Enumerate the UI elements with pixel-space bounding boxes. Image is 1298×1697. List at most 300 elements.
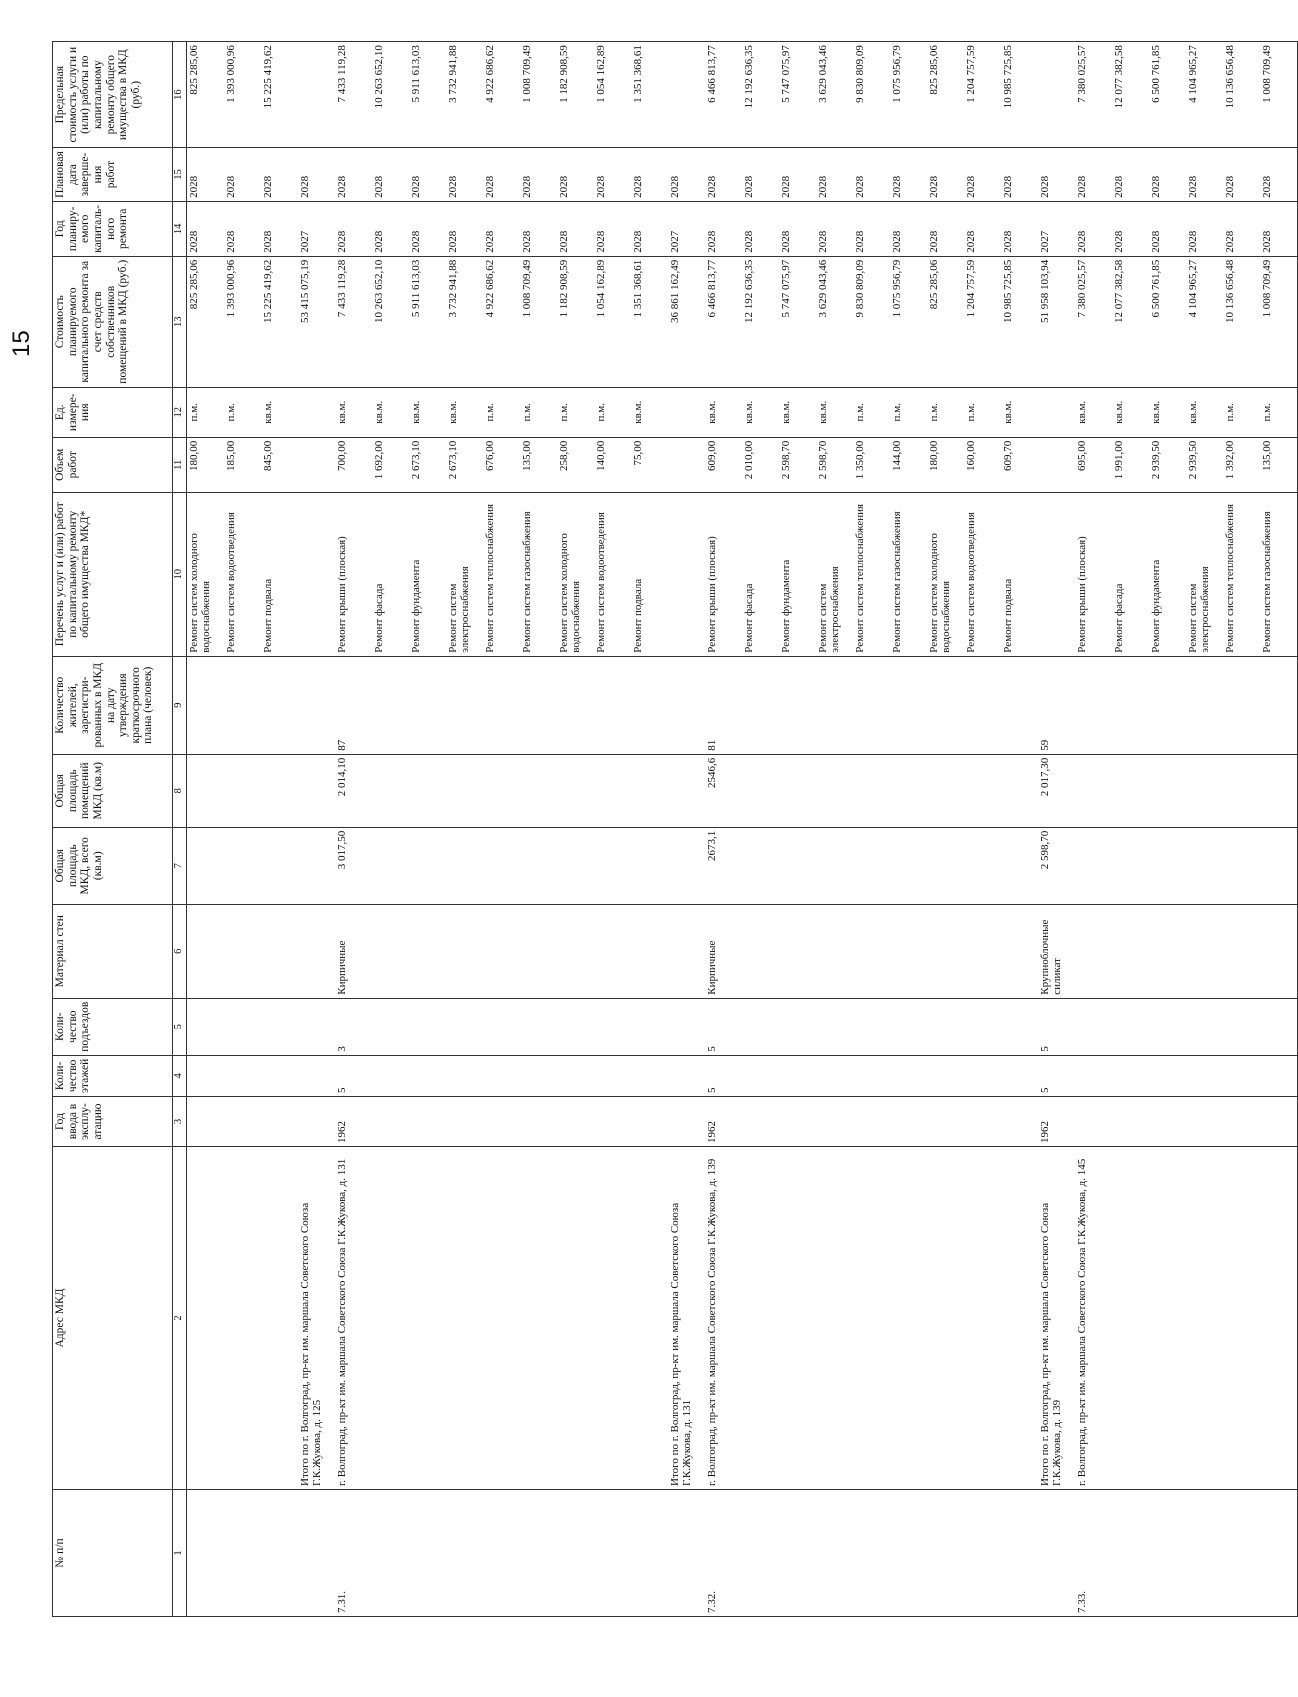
table-cell: Ремонт систем холодного водоснабжения <box>927 492 964 656</box>
table-cell <box>1260 1055 1298 1096</box>
table-cell: 2028 <box>927 148 964 202</box>
table-cell <box>890 1097 927 1147</box>
table-cell <box>1112 1097 1149 1147</box>
table-cell: Ремонт крыши (плоская) <box>1075 492 1112 656</box>
table-cell: 2028 <box>1149 148 1186 202</box>
table-cell: 10 985 725,85 <box>1001 256 1038 387</box>
table-cell <box>1186 754 1223 827</box>
table-cell <box>1149 754 1186 827</box>
table-cell: 1 008 709,49 <box>1260 42 1298 148</box>
table-cell <box>1112 1055 1149 1096</box>
table-cell: п.м. <box>483 387 520 437</box>
table-cell <box>927 1055 964 1096</box>
table-cell: 135,00 <box>520 437 557 492</box>
column-header: Год ввода в эксплу-атацию <box>53 1097 173 1147</box>
table-cell <box>298 998 335 1055</box>
column-header: Материал стен <box>53 904 173 998</box>
table-cell <box>187 1147 225 1490</box>
table-cell <box>1001 1147 1038 1490</box>
table-row <box>631 42 668 1617</box>
table-cell: 2028 <box>446 201 483 256</box>
table-cell: 2028 <box>1075 201 1112 256</box>
table-cell <box>298 754 335 827</box>
table-cell <box>816 904 853 998</box>
table-cell <box>446 904 483 998</box>
table-cell: 2028 <box>890 148 927 202</box>
table-cell <box>187 1490 225 1617</box>
table-cell <box>1260 904 1298 998</box>
table-cell: 2028 <box>705 201 742 256</box>
column-number: 11 <box>173 437 187 492</box>
column-number: 15 <box>173 148 187 202</box>
table-cell <box>1075 827 1112 904</box>
table-cell <box>187 827 225 904</box>
table-cell: 1 204 757,59 <box>964 256 1001 387</box>
table-cell: Ремонт систем электроснабжения <box>446 492 483 656</box>
table-cell <box>1223 827 1260 904</box>
table-cell <box>372 1147 409 1490</box>
table-cell <box>1038 1490 1075 1617</box>
table-cell: кв.м. <box>1149 387 1186 437</box>
table-cell <box>557 1147 594 1490</box>
table-cell <box>1112 1147 1149 1490</box>
table-cell: Ремонт подвала <box>1001 492 1038 656</box>
table-row <box>1186 42 1223 1617</box>
table-cell <box>816 827 853 904</box>
table-cell <box>224 1055 261 1096</box>
table-cell <box>520 1097 557 1147</box>
table-cell: 6 466 813,77 <box>705 256 742 387</box>
table-cell <box>298 1055 335 1096</box>
table-cell <box>668 904 705 998</box>
table-cell <box>1001 754 1038 827</box>
column-number: 10 <box>173 492 187 656</box>
table-cell: 3 732 941,88 <box>446 256 483 387</box>
table-cell: 10 136 656,48 <box>1223 256 1260 387</box>
table-cell <box>779 1055 816 1096</box>
table-cell <box>1223 1055 1260 1096</box>
table-cell <box>1001 904 1038 998</box>
table-cell <box>668 42 705 148</box>
table-cell <box>187 904 225 998</box>
table-cell <box>890 1490 927 1617</box>
table-cell <box>1001 1055 1038 1096</box>
table-cell <box>372 1055 409 1096</box>
table-cell: 2028 <box>927 201 964 256</box>
table-cell <box>631 656 668 754</box>
table-cell: 1 075 956,79 <box>890 256 927 387</box>
table-cell <box>1223 754 1260 827</box>
table-row <box>816 42 853 1617</box>
table-cell: 2028 <box>1186 148 1223 202</box>
table-cell: 825 285,06 <box>187 256 225 387</box>
table-row <box>1112 42 1149 1617</box>
table-cell: 609,70 <box>1001 437 1038 492</box>
table-cell <box>261 1097 298 1147</box>
table-cell: 2028 <box>890 201 927 256</box>
table-cell <box>446 754 483 827</box>
table-cell: 2028 <box>594 201 631 256</box>
table-cell <box>298 42 335 148</box>
table-cell <box>1223 904 1260 998</box>
table-cell <box>890 656 927 754</box>
table-cell <box>1186 1147 1223 1490</box>
table-cell <box>742 827 779 904</box>
table-cell <box>224 827 261 904</box>
table-cell <box>1001 1490 1038 1617</box>
table-cell <box>372 656 409 754</box>
table-cell <box>520 904 557 998</box>
table-cell: 59 <box>1038 656 1075 754</box>
table-cell: 10 263 652,10 <box>372 256 409 387</box>
table-cell <box>520 1055 557 1096</box>
table-cell: Ремонт систем теплоснабжения <box>853 492 890 656</box>
table-cell: 2028 <box>668 148 705 202</box>
table-cell <box>557 904 594 998</box>
table-cell: 2028 <box>372 148 409 202</box>
table-cell: 144,00 <box>890 437 927 492</box>
table-row <box>1075 42 1112 1617</box>
table-cell: 2028 <box>187 201 225 256</box>
table-cell: 180,00 <box>927 437 964 492</box>
table-cell <box>372 754 409 827</box>
table-cell <box>853 1147 890 1490</box>
table-cell <box>631 1147 668 1490</box>
table-cell <box>594 998 631 1055</box>
table-cell: Ремонт систем водоотведения <box>594 492 631 656</box>
table-cell: 825 285,06 <box>927 256 964 387</box>
table-cell: 2028 <box>446 148 483 202</box>
table-cell: 6 500 761,85 <box>1149 256 1186 387</box>
column-number: 6 <box>173 904 187 998</box>
table-cell: 4 104 965,27 <box>1186 42 1223 148</box>
table-cell: Ремонт систем водоотведения <box>964 492 1001 656</box>
table-cell <box>224 1147 261 1490</box>
table-cell: 2028 <box>483 201 520 256</box>
table-cell <box>298 1490 335 1617</box>
table-cell <box>631 1097 668 1147</box>
table-cell: 2028 <box>742 201 779 256</box>
table-cell <box>668 1055 705 1096</box>
table-cell <box>1112 1490 1149 1617</box>
table-cell <box>779 656 816 754</box>
column-header: Коли-чество подъездов <box>53 998 173 1055</box>
table-cell: 15 225 419,62 <box>261 256 298 387</box>
table-cell: кв.м. <box>779 387 816 437</box>
table-cell <box>483 656 520 754</box>
table-row <box>927 42 964 1617</box>
table-cell: кв.м. <box>1001 387 1038 437</box>
column-number: 14 <box>173 201 187 256</box>
table-cell <box>187 1055 225 1096</box>
table-cell: Ремонт систем холодного водоснабжения <box>187 492 225 656</box>
table-cell: 53 415 075,19 <box>298 256 335 387</box>
table-cell: 7 433 119,28 <box>335 42 372 148</box>
table-body <box>187 42 1298 1617</box>
table-cell <box>631 754 668 827</box>
table-cell: 7.33. <box>1075 1490 1112 1617</box>
table-cell: 4 104 965,27 <box>1186 256 1223 387</box>
table-row <box>742 42 779 1617</box>
table-cell <box>1075 1055 1112 1096</box>
table-cell <box>964 827 1001 904</box>
table-cell: 12 077 382,58 <box>1112 42 1149 148</box>
table-cell: п.м. <box>1260 387 1298 437</box>
column-number: 1 <box>173 1490 187 1617</box>
table-cell: 2 939,50 <box>1186 437 1223 492</box>
table-cell <box>483 827 520 904</box>
table-cell <box>816 1055 853 1096</box>
table-cell <box>779 904 816 998</box>
table-cell: 3 732 941,88 <box>446 42 483 148</box>
capital-repair-table <box>52 41 1298 1617</box>
table-cell <box>187 754 225 827</box>
table-cell <box>224 904 261 998</box>
table-cell <box>298 1097 335 1147</box>
table-cell: 7 380 025,57 <box>1075 256 1112 387</box>
table-cell: 2 010,00 <box>742 437 779 492</box>
table-row <box>372 42 409 1617</box>
table-cell <box>298 437 335 492</box>
table-cell <box>1186 904 1223 998</box>
column-header: Коли-чество этажей <box>53 1055 173 1096</box>
table-cell <box>1038 492 1075 656</box>
table-row <box>705 42 742 1617</box>
table-cell <box>816 1147 853 1490</box>
table-cell <box>520 656 557 754</box>
table-cell <box>224 1490 261 1617</box>
table-cell <box>779 1490 816 1617</box>
table-cell: 2546,6 <box>705 754 742 827</box>
table-cell <box>187 998 225 1055</box>
table-cell <box>853 1097 890 1147</box>
table-cell: 7.32. <box>705 1490 742 1617</box>
table-cell <box>409 754 446 827</box>
table-cell <box>187 656 225 754</box>
table-row <box>594 42 631 1617</box>
table-cell <box>742 904 779 998</box>
table-cell: 2028 <box>1112 201 1149 256</box>
table-cell <box>409 904 446 998</box>
table-cell <box>853 754 890 827</box>
table-cell: 5 911 613,03 <box>409 256 446 387</box>
table-cell: 5 747 075,97 <box>779 256 816 387</box>
table-cell <box>853 904 890 998</box>
table-cell <box>816 998 853 1055</box>
table-cell <box>483 1490 520 1617</box>
column-number: 5 <box>173 998 187 1055</box>
table-cell <box>483 998 520 1055</box>
column-number: 8 <box>173 754 187 827</box>
table-cell <box>742 754 779 827</box>
column-header: Перечень услуг и (или) работ по капитальному ремонту общего имущества МКД* <box>53 492 173 656</box>
column-number: 13 <box>173 256 187 387</box>
table-cell: 9 830 809,09 <box>853 256 890 387</box>
header-row <box>53 42 173 1617</box>
table-cell <box>1149 1055 1186 1096</box>
table-cell <box>261 1490 298 1617</box>
table-cell <box>1001 1097 1038 1147</box>
table-cell <box>224 1097 261 1147</box>
table-cell: 1 350,00 <box>853 437 890 492</box>
table-cell: 2028 <box>409 148 446 202</box>
column-header: Объем работ <box>53 437 173 492</box>
table-cell <box>372 998 409 1055</box>
table-cell: 2028 <box>1260 148 1298 202</box>
table-row <box>964 42 1001 1617</box>
table-cell: Ремонт фундамента <box>779 492 816 656</box>
table-cell <box>483 904 520 998</box>
table-cell: Ремонт крыши (плоская) <box>705 492 742 656</box>
table-cell: 2028 <box>964 201 1001 256</box>
table-cell: 10 985 725,85 <box>1001 42 1038 148</box>
table-cell: 2028 <box>1112 148 1149 202</box>
table-row <box>224 42 261 1617</box>
table-cell: Ремонт фасада <box>742 492 779 656</box>
table-cell: 2673,1 <box>705 827 742 904</box>
table-cell: Ремонт систем электроснабжения <box>1186 492 1223 656</box>
table-cell: Ремонт систем теплоснабжения <box>483 492 520 656</box>
table-cell: 5 747 075,97 <box>779 42 816 148</box>
table-cell: 2028 <box>853 148 890 202</box>
table-cell: 2028 <box>261 201 298 256</box>
table-cell <box>964 1490 1001 1617</box>
table-cell: 2028 <box>224 201 261 256</box>
table-cell: п.м. <box>927 387 964 437</box>
table-cell <box>1112 827 1149 904</box>
table-cell: 2028 <box>853 201 890 256</box>
table-cell: Кирпичные <box>335 904 372 998</box>
table-cell: 2028 <box>520 201 557 256</box>
table-cell: 2028 <box>335 201 372 256</box>
table-cell <box>1260 998 1298 1055</box>
table-cell <box>1075 904 1112 998</box>
table-cell: 12 192 636,35 <box>742 42 779 148</box>
table-cell: 2028 <box>779 201 816 256</box>
table-cell: 6 466 813,77 <box>705 42 742 148</box>
table-cell: 1 991,00 <box>1112 437 1149 492</box>
table-cell <box>1186 998 1223 1055</box>
table-cell <box>853 827 890 904</box>
table-cell <box>1223 1490 1260 1617</box>
table-cell <box>1149 1147 1186 1490</box>
column-header: Общая площадь помещений МКД (кв.м) <box>53 754 173 827</box>
table-cell: 2028 <box>594 148 631 202</box>
table-cell: 2 673,10 <box>409 437 446 492</box>
table-cell <box>409 656 446 754</box>
table-cell <box>594 1055 631 1096</box>
column-number: 4 <box>173 1055 187 1096</box>
table-cell: Ремонт подвала <box>261 492 298 656</box>
table-cell <box>520 1147 557 1490</box>
table-cell: 825 285,06 <box>927 42 964 148</box>
table-cell: 5 <box>1038 998 1075 1055</box>
table-cell: 3 <box>335 998 372 1055</box>
table-cell <box>446 1147 483 1490</box>
table-cell: 185,00 <box>224 437 261 492</box>
table-cell: 2028 <box>1260 201 1298 256</box>
table-cell: 2028 <box>483 148 520 202</box>
table-cell <box>372 1490 409 1617</box>
table-cell: п.м. <box>890 387 927 437</box>
table-cell <box>668 1097 705 1147</box>
table-cell: 2028 <box>409 201 446 256</box>
table-cell <box>446 1097 483 1147</box>
table-cell <box>298 387 335 437</box>
table-cell <box>298 656 335 754</box>
table-cell <box>668 387 705 437</box>
table-cell <box>594 904 631 998</box>
table-cell <box>742 998 779 1055</box>
table-cell: 5 911 613,03 <box>409 42 446 148</box>
table-cell <box>483 1097 520 1147</box>
column-header: Стоимость планируемого капитального ремонта за счет средств собственников помещений в МКД (руб.) <box>53 256 173 387</box>
column-number-row <box>173 42 187 1617</box>
table-cell: Ремонт подвала <box>631 492 668 656</box>
table-cell: 2028 <box>1001 148 1038 202</box>
table-cell: 12 192 636,35 <box>742 256 779 387</box>
table-cell <box>668 998 705 1055</box>
table-cell: 140,00 <box>594 437 631 492</box>
table-cell: 180,00 <box>187 437 225 492</box>
table-row <box>187 42 225 1617</box>
table-cell: п.м. <box>964 387 1001 437</box>
column-number: 7 <box>173 827 187 904</box>
table-row <box>446 42 483 1617</box>
table-cell <box>261 827 298 904</box>
table-cell: 4 922 686,62 <box>483 42 520 148</box>
table-cell <box>668 1490 705 1617</box>
table-cell <box>446 998 483 1055</box>
table-cell: 2027 <box>1038 201 1075 256</box>
table-cell <box>1149 998 1186 1055</box>
table-cell <box>594 827 631 904</box>
table-cell: кв.м. <box>409 387 446 437</box>
table-cell <box>964 656 1001 754</box>
table-row <box>483 42 520 1617</box>
table-cell <box>557 1490 594 1617</box>
table-cell: 2028 <box>557 201 594 256</box>
table-cell <box>446 1055 483 1096</box>
table-row <box>1260 42 1298 1617</box>
table-row <box>520 42 557 1617</box>
table-cell <box>594 1147 631 1490</box>
table-cell <box>964 754 1001 827</box>
table-cell <box>1186 1097 1223 1147</box>
table-cell: 2028 <box>557 148 594 202</box>
table-cell <box>779 998 816 1055</box>
table-cell <box>520 1490 557 1617</box>
table-cell <box>964 998 1001 1055</box>
table-cell: 2028 <box>631 201 668 256</box>
table-cell <box>890 1147 927 1490</box>
table-cell: 36 861 162,49 <box>668 256 705 387</box>
table-cell <box>1075 754 1112 827</box>
table-cell <box>742 1490 779 1617</box>
table-cell: 2027 <box>298 201 335 256</box>
table-cell: 1 008 709,49 <box>520 256 557 387</box>
table-cell <box>187 1097 225 1147</box>
table-cell: 1 204 757,59 <box>964 42 1001 148</box>
table-cell <box>890 754 927 827</box>
table-cell <box>520 998 557 1055</box>
table-cell: 5 <box>705 998 742 1055</box>
column-header: Адрес МКД <box>53 1147 173 1490</box>
table-cell: 7 433 119,28 <box>335 256 372 387</box>
table-cell <box>1260 656 1298 754</box>
table-cell <box>668 754 705 827</box>
table-cell <box>853 1055 890 1096</box>
